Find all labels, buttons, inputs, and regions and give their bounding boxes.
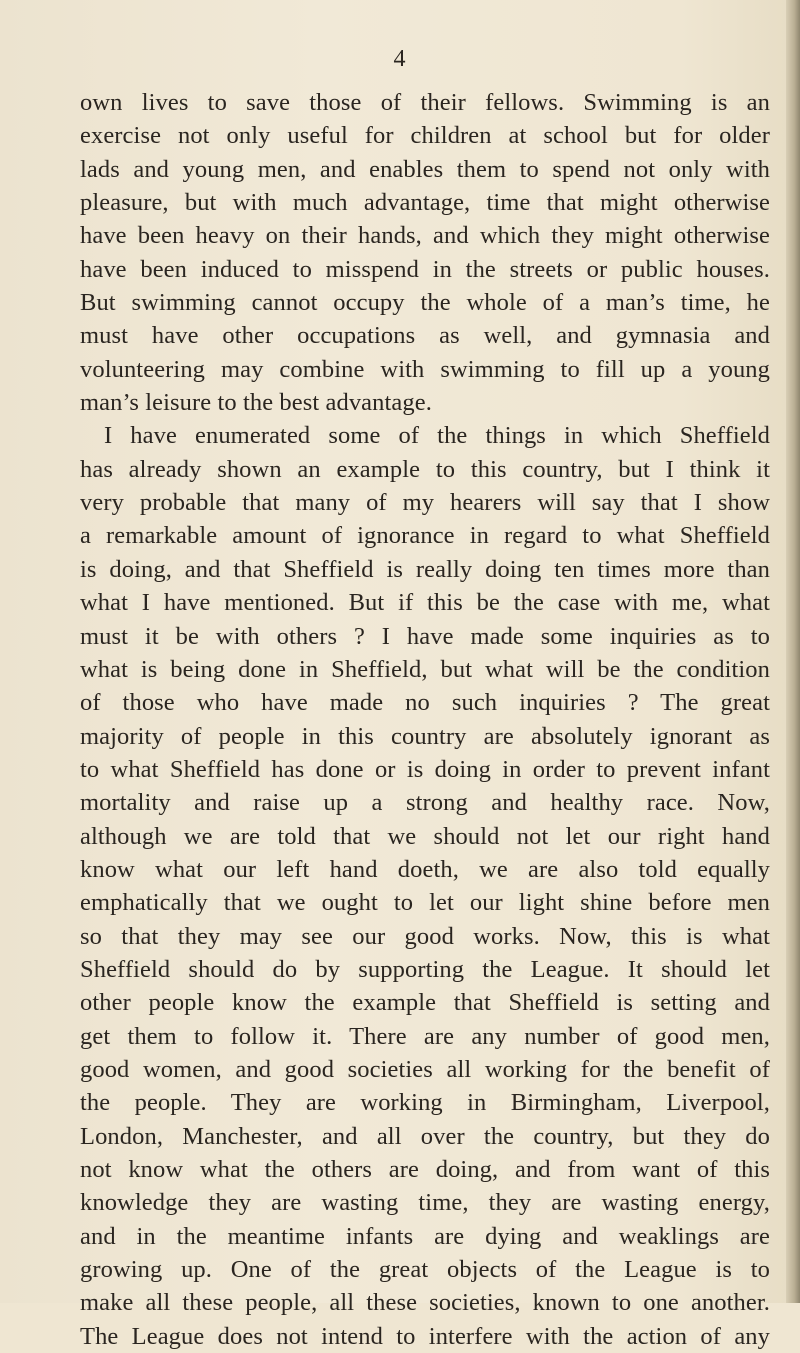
text-line: growing up. One of the great objects of the League is to <box>80 1256 770 1284</box>
text-line: man’s leisure to the best advantage. <box>80 389 432 417</box>
text-line: although we are told that we should not let our right hand <box>80 822 770 850</box>
text-line: lads and young men, and enables them to spend not only with <box>80 155 770 183</box>
text-line: pleasure, but with much advantage, time that might otherwise <box>80 189 770 217</box>
text-line: not know what the others are doing, and from want of this <box>80 1156 770 1183</box>
text-line: what I have mentioned. But if this be the case with me, what <box>80 589 770 617</box>
text-line: what is being done in Sheffield, but what will be the condition <box>80 655 770 683</box>
text-line: have been heavy on their hands, and which they might otherwise <box>80 222 770 250</box>
text-line: emphatically that we ought to let our light shine before men <box>80 889 770 917</box>
text-line: to what Sheffield has done or is doing in order to prevent infant <box>80 755 770 783</box>
text-line: London, Manchester, and all over the country, but they do <box>80 1122 770 1150</box>
text-line: But swimming cannot occupy the whole of a man’s time, he <box>80 289 770 317</box>
text-line: other people know the example that Sheffield is setting and <box>80 989 770 1017</box>
text-line: and in the meantime infants are dying and weaklings are <box>80 1222 770 1250</box>
text-line: has already shown an example to this country, but I think it <box>80 455 770 483</box>
text-line: must it be with others ? I have made some inquiries as to <box>80 622 770 650</box>
text-line: make all these people, all these societies, known to one another. <box>80 1289 770 1317</box>
text-line: know what our left hand doeth, we are also told equally <box>80 855 770 883</box>
text-line: good women, and good societies all working for the benefit of <box>80 1055 770 1083</box>
text-line: must have other occupations as well, and gymnasia and <box>80 322 770 350</box>
text-line: so that they may see our good works. Now, this is what <box>80 922 770 950</box>
text-line: knowledge they are wasting time, they are wasting energy, <box>80 1189 770 1217</box>
text-line: I have enumerated some of the things in which Sheffield <box>104 422 770 450</box>
text-line: the people. They are working in Birmingham, Liverpool, <box>80 1089 770 1117</box>
text-line: exercise not only useful for children at school but for older <box>80 122 770 150</box>
text-line: very probable that many of my hearers will say that I show <box>80 489 770 517</box>
page-binding-edge <box>786 0 800 1303</box>
text-line: The League does not intend to interfere with the action of any <box>80 1322 770 1350</box>
text-line: volunteering may combine with swimming to fill up a young <box>80 355 770 383</box>
text-line: is doing, and that Sheffield is really doing ten times more than <box>80 555 770 583</box>
text-line: of those who have made no such inquiries ? The great <box>80 689 770 717</box>
page-number: 4 <box>393 46 407 72</box>
text-line: own lives to save those of their fellows. Swimming is an <box>80 89 770 116</box>
text-line: Sheffield should do by supporting the League. It should let <box>80 955 770 983</box>
text-line: have been induced to misspend in the streets or public houses. <box>80 255 770 283</box>
text-line: a remarkable amount of ignorance in regard to what Sheffield <box>80 522 770 550</box>
text-line: get them to follow it. There are any number of good men, <box>80 1022 770 1050</box>
body-text <box>80 86 770 1353</box>
text-line: majority of people in this country are absolutely ignorant as <box>80 722 770 750</box>
text-line: mortality and raise up a strong and healthy race. Now, <box>80 789 770 817</box>
